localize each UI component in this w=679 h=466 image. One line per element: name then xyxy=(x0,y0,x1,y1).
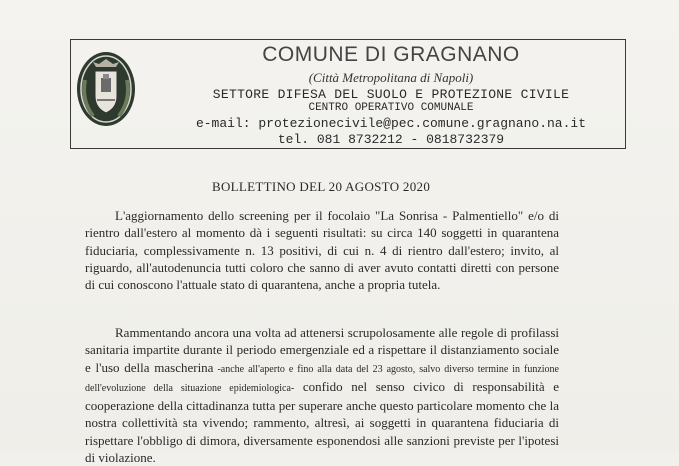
paragraph-reminder-part1: Rammentando ancora una volta ad attenersi scrupolosamente alle regole di profilassi sanitaria impartite durante il periodo emergenziale ed a rispettare il distanziamento sociale e l'uso della mascherina xyxy=(85,325,559,375)
paragraph-reminder-note: -anche all'aperto e fino alla data del 23 agosto, salvo diverso termine in funzione dell'evoluzione della situazione epidemiologica- xyxy=(85,363,559,394)
contact-email: e-mail: protezionecivile@pec.comune.gragnano.na.it xyxy=(195,116,587,131)
paragraph-reminder-part3: confido nel senso civico di responsabilità e cooperazione della cittadinanza tutta per superare anche questo particolare momento che la nostra collettività sta vivendo; rammento, altresì, ai soggetti in quarantena fiduciaria di rispettare l'obbligo di dimora, diversamente esponendosi alle sanzioni previste per l'ipotesi di violazione. xyxy=(85,378,559,466)
paragraph-screening xyxy=(85,207,559,293)
municipality-title: COMUNE DI GRAGNANO xyxy=(262,43,520,66)
letterhead-box xyxy=(70,39,626,149)
paragraph-reminder xyxy=(85,324,559,466)
municipal-seal-icon xyxy=(75,50,137,128)
contact-phone: tel. 081 8732212 - 0818732379 xyxy=(277,132,505,147)
department-name: SETTORE DIFESA DEL SUOLO E PROTEZIONE CIVILE xyxy=(212,87,570,102)
paragraph-screening-text: L'aggiornamento dello screening per il focolaio "La Sonrisa - Palmentiello" e/o di rientro dall'estero al momento dà i seguenti risultati: su circa 140 soggetti in quarantena fiduciaria, complessivamente n. 13 positivi, di cui n. 4 di rientro dall'estero; invito, al riguardo, all'autodenuncia tutti coloro che sanno di aver avuto contatti diretti con persone di cui conoscono l'attuale stato di quarantena, anche a propria tutela. xyxy=(85,208,559,293)
bulletin-title: BOLLETTINO DEL 20 AGOSTO 2020 xyxy=(212,179,431,194)
municipality-subtitle: (Città Metropolitana di Napoli) xyxy=(308,70,474,85)
operations-center: CENTRO OPERATIVO COMUNALE xyxy=(308,102,474,114)
